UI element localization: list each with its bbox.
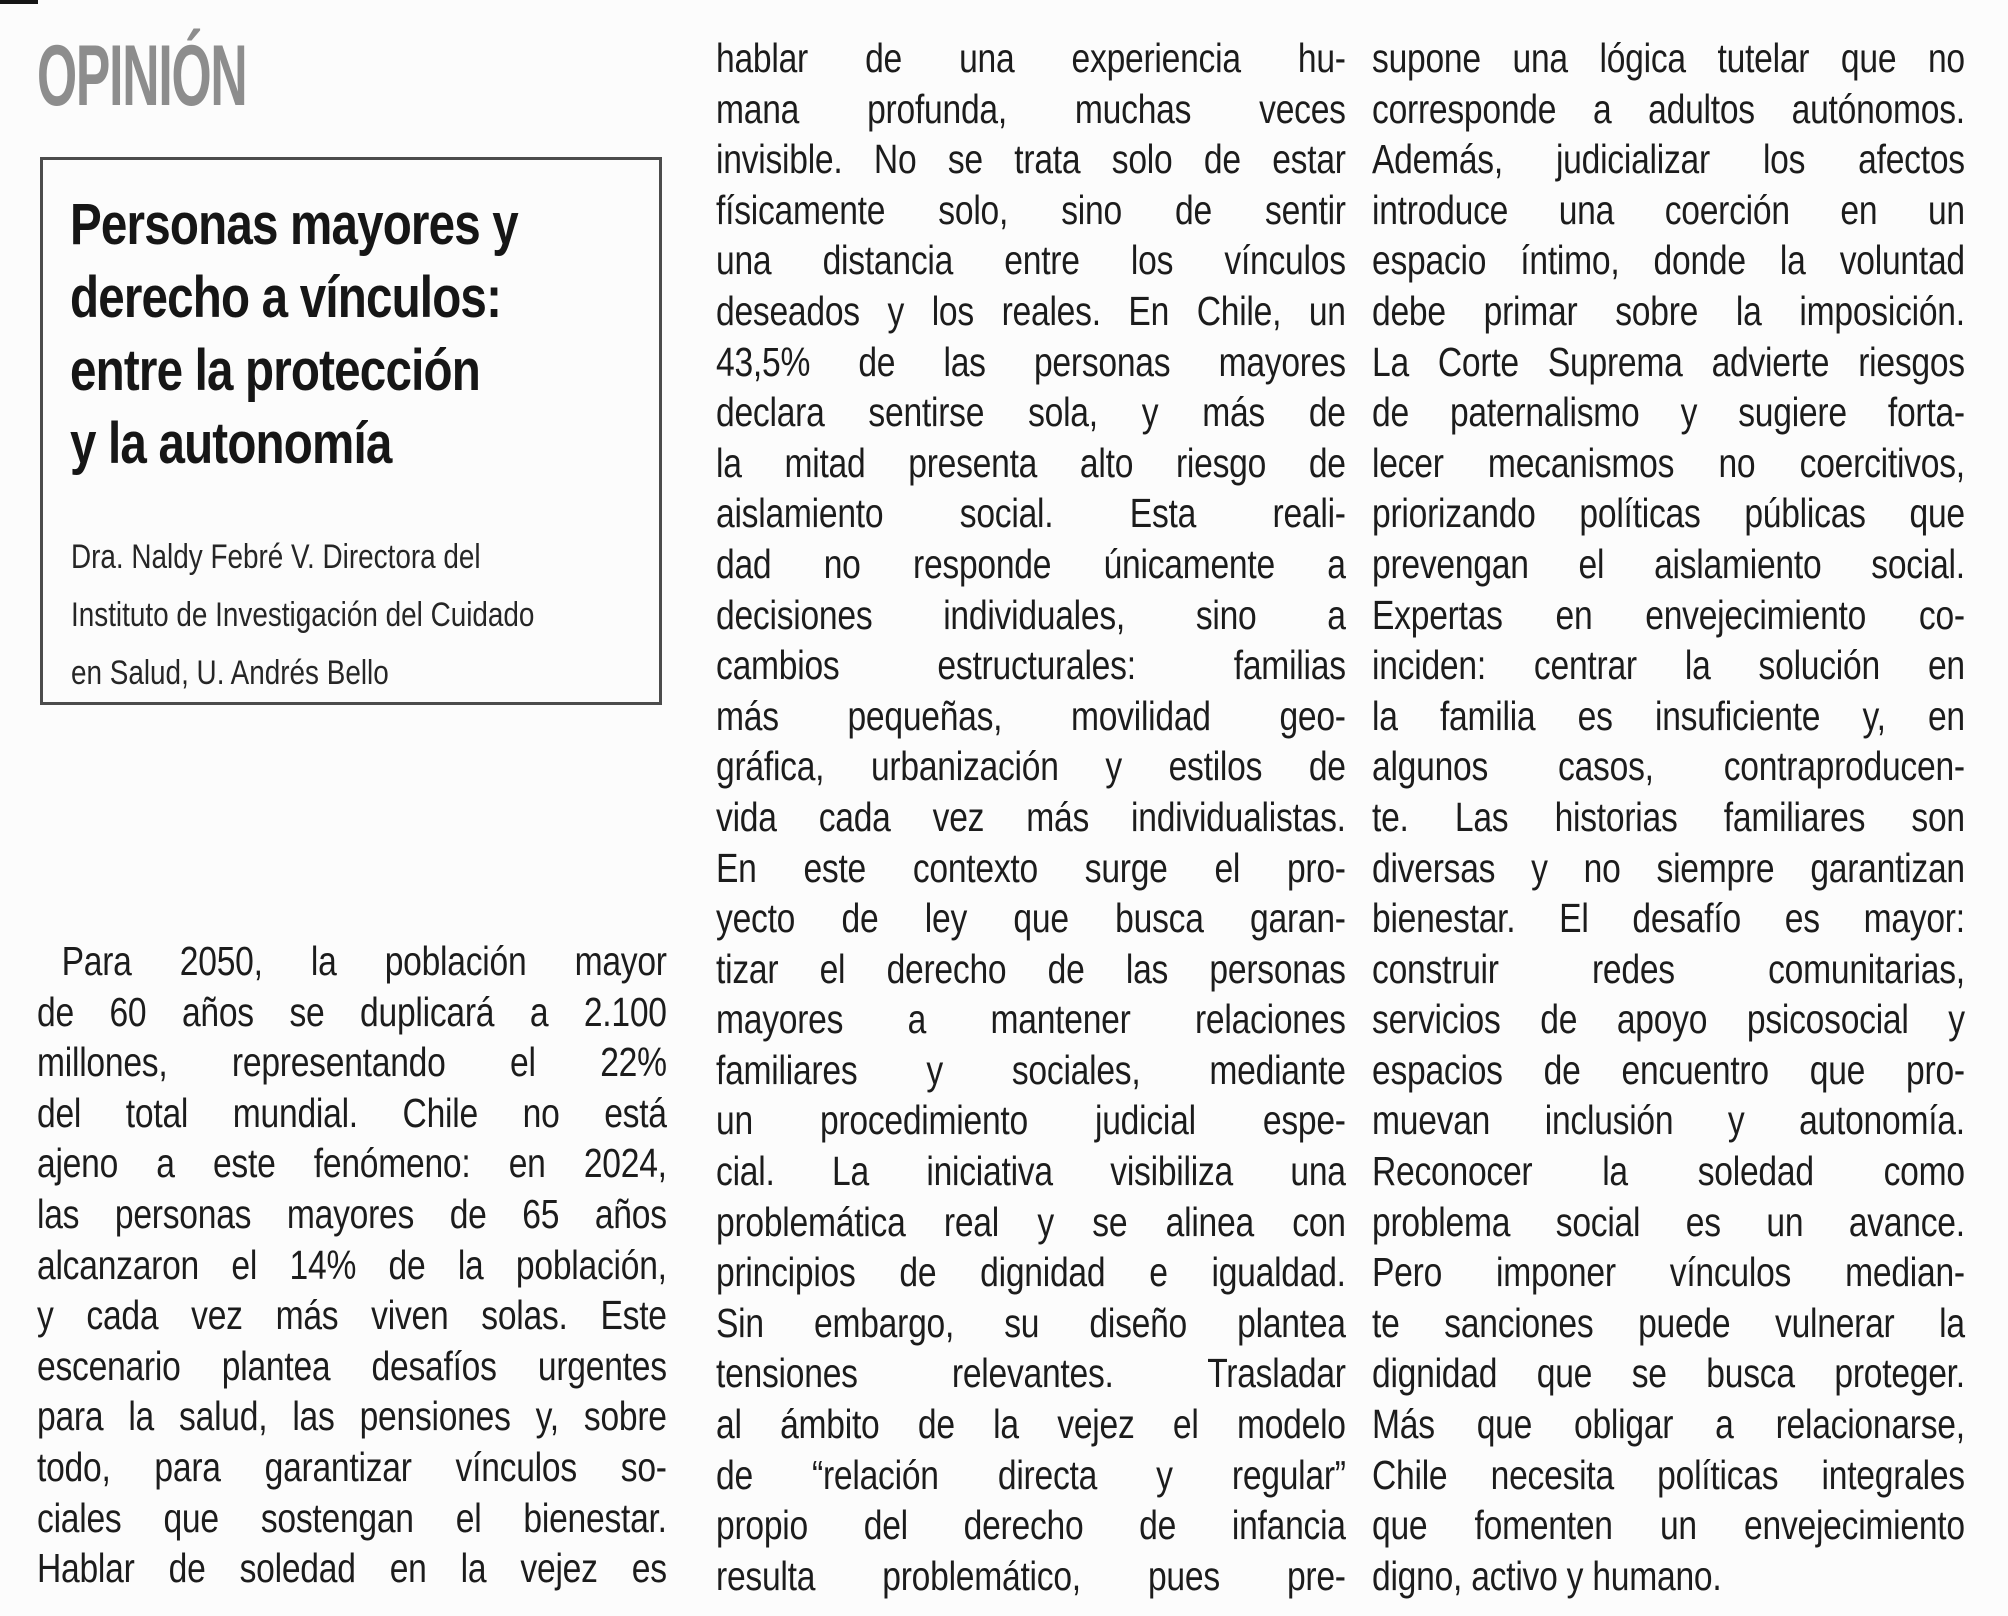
text-line: inciden: centrar la solución en [1372, 642, 1965, 689]
scan-artifact [0, 0, 38, 4]
text-line: derecho a vínculos: [70, 265, 502, 330]
text-line: aislamiento social. Esta reali- [716, 490, 1346, 537]
text-line: Pero imponer vínculos median- [1372, 1249, 1965, 1296]
text-line: alcanzaron el 14% de la población, [37, 1241, 667, 1288]
text-line: te. Las historias familiares son [1372, 793, 1965, 840]
text-line: al ámbito de la vejez el modelo [716, 1401, 1346, 1448]
text-line: espacio íntimo, donde la voluntad [1372, 237, 1965, 284]
text-line: corresponde a adultos autónomos. [1372, 85, 1965, 132]
text-line: servicios de apoyo psicosocial y [1372, 996, 1965, 1043]
text-line: dad no responde únicamente a [716, 540, 1346, 587]
text-line: del total mundial. Chile no está [37, 1089, 667, 1136]
article-byline [71, 528, 661, 702]
text-line: propio del derecho de infancia [716, 1502, 1346, 1549]
text-line: invisible. No se trata solo de estar [716, 136, 1346, 183]
text-line: debe primar sobre la imposición. [1372, 287, 1965, 334]
text-line: las personas mayores de 65 años [37, 1190, 667, 1237]
text-line: espacios de encuentro que pro- [1372, 1046, 1965, 1093]
text-line: la familia es insuficiente y, en [1372, 692, 1965, 739]
text-line: para la salud, las pensiones y, sobre [37, 1393, 667, 1440]
text-line: mana profunda, muchas veces [716, 85, 1346, 132]
text-line: Instituto de Investigación del Cuidado [71, 596, 535, 634]
text-line: algunos casos, contraproducen- [1372, 743, 1965, 790]
text-line: Sin embargo, su diseño plantea [716, 1299, 1346, 1346]
text-line: entre la protección [70, 338, 480, 403]
text-line: hablar de una experiencia hu- [716, 35, 1346, 81]
text-line: prevengan el aislamiento social. [1372, 540, 1965, 587]
text-line: resulta problemático, pues pre- [716, 1552, 1346, 1599]
text-line: decisiones individuales, sino a [716, 591, 1346, 638]
text-line: Más que obligar a relacionarse, [1372, 1401, 1965, 1448]
text-line: escenario plantea desafíos urgentes [37, 1342, 667, 1389]
text-line: una distancia entre los vínculos [716, 237, 1346, 284]
text-line: diversas y no siempre garantizan [1372, 844, 1965, 891]
text-line: todo, para garantizar vínculos so- [37, 1443, 667, 1490]
text-line: Hablar de soledad en la vejez es [37, 1545, 667, 1592]
text-line: deseados y los reales. En Chile, un [716, 287, 1346, 334]
text-line: un procedimiento judicial espe- [716, 1097, 1346, 1144]
text-line: declara sentirse sola, y más de [716, 389, 1346, 436]
text-line: La Corte Suprema advierte riesgos [1372, 338, 1965, 385]
text-line: te sanciones puede vulnerar la [1372, 1299, 1965, 1346]
text-line: Para 2050, la población mayor [61, 938, 667, 984]
text-line: lecer mecanismos no coercitivos, [1372, 439, 1965, 486]
text-line: supone una lógica tutelar que no [1372, 35, 1965, 81]
text-line: vida cada vez más individualistas. [716, 793, 1346, 840]
text-line: de paternalismo y sugiere forta- [1372, 389, 1965, 436]
text-line: cial. La iniciativa visibiliza una [716, 1148, 1346, 1195]
text-line: Expertas en envejecimiento co- [1372, 591, 1965, 638]
text-line: bienestar. El desafío es mayor: [1372, 895, 1965, 942]
text-line: yecto de ley que busca garan- [716, 895, 1346, 942]
text-line: y cada vez más viven solas. Este [37, 1292, 667, 1339]
text-line: Personas mayores y [70, 192, 518, 257]
text-line: 43,5% de las personas mayores [716, 338, 1346, 385]
text-line: ciales que sostengan el bienestar. [37, 1494, 667, 1541]
headline-box [40, 157, 662, 705]
text-line: cambios estructurales: familias [716, 642, 1346, 689]
text-line: millones, representando el 22% [37, 1039, 667, 1086]
text-line: y la autonomía [70, 411, 392, 476]
text-line: físicamente solo, sino de sentir [716, 186, 1346, 233]
article-column-2 [716, 33, 1346, 1601]
text-line: construir redes comunitarias, [1372, 945, 1965, 992]
text-line: familiares y sociales, mediante [716, 1046, 1346, 1093]
text-line: En este contexto surge el pro- [716, 844, 1346, 891]
text-line: la mitad presenta alto riesgo de [716, 439, 1346, 486]
text-line: gráfica, urbanización y estilos de [716, 743, 1346, 790]
text-line: en Salud, U. Andrés Bello [71, 654, 389, 692]
article-column-3 [1372, 33, 1965, 1601]
text-line: Reconocer la soledad como [1372, 1148, 1965, 1195]
text-line: tensiones relevantes. Trasladar [716, 1350, 1346, 1397]
text-line: dignidad que se busca proteger. [1372, 1350, 1965, 1397]
text-line: Dra. Naldy Febré V. Directora del [71, 538, 481, 576]
text-line: problema social es un avance. [1372, 1198, 1965, 1245]
text-line: mayores a mantener relaciones [716, 996, 1346, 1043]
text-line: tizar el derecho de las personas [716, 945, 1346, 992]
article-title [70, 188, 644, 480]
text-line: introduce una coerción en un [1372, 186, 1965, 233]
text-line: priorizando políticas públicas que [1372, 490, 1965, 537]
text-line: problemática real y se alinea con [716, 1198, 1346, 1245]
text-line: de “relación directa y regular” [716, 1451, 1346, 1498]
section-masthead: OPINIÓN [37, 28, 247, 124]
text-line: digno, activo y humano. [1372, 1552, 1722, 1599]
text-line: de 60 años se duplicará a 2.100 [37, 988, 667, 1035]
text-line: más pequeñas, movilidad geo- [716, 692, 1346, 739]
text-line: Chile necesita políticas integrales [1372, 1451, 1965, 1498]
text-line: que fomenten un envejecimiento [1372, 1502, 1965, 1549]
text-line: ajeno a este fenómeno: en 2024, [37, 1140, 667, 1187]
text-line: muevan inclusión y autonomía. [1372, 1097, 1965, 1144]
text-line: Además, judicializar los afectos [1372, 136, 1965, 183]
article-column-1 [37, 936, 667, 1594]
text-line: principios de dignidad e igualdad. [716, 1249, 1346, 1296]
